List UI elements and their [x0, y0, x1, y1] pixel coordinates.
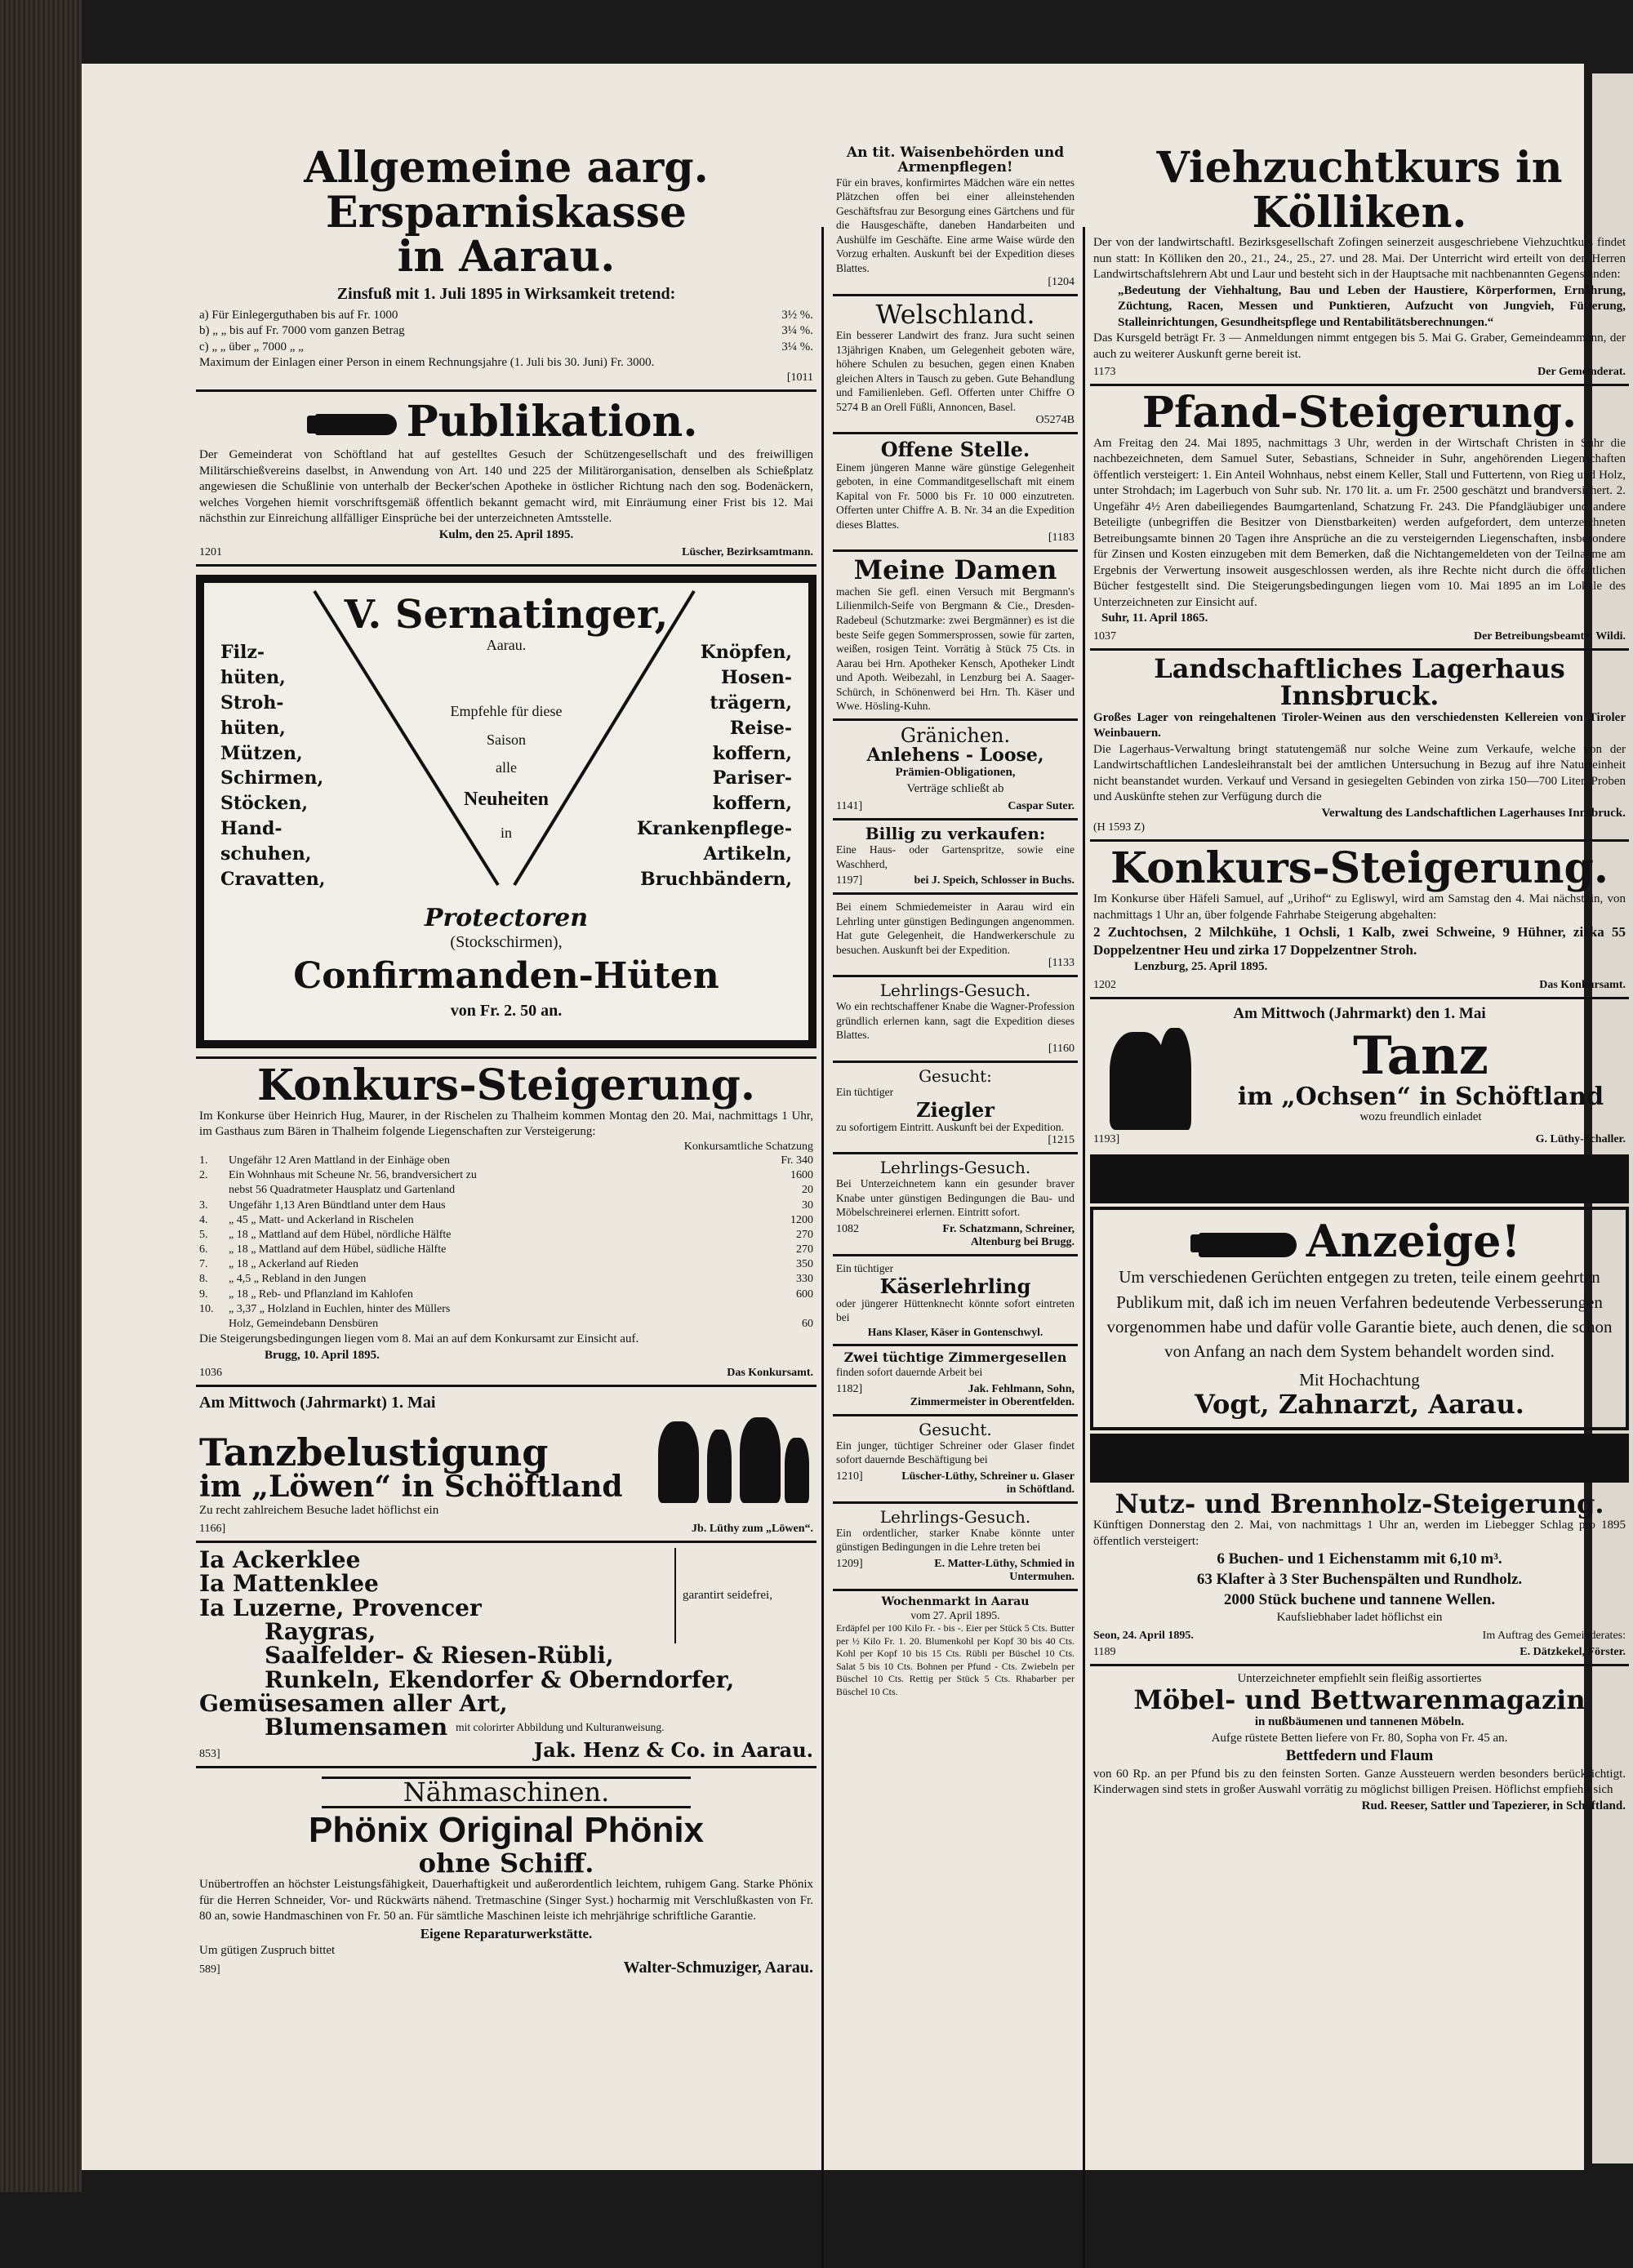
list-item: koffern, [712, 793, 792, 815]
ad-title: Konkurs-Steigerung. [1110, 843, 1609, 894]
row-text: Ein Wohnhaus mit Scheune Nr. 56, brandversichert zu [229, 1169, 477, 1182]
ad-number: [1183 [1048, 531, 1075, 545]
column-1 [196, 141, 816, 1982]
ad-greeting: Mit Hochachtung [1299, 1369, 1420, 1390]
newspaper-page [82, 64, 1626, 2170]
row-value: 600 [796, 1287, 813, 1301]
seed-line: Raygras, [265, 1617, 376, 1645]
ad-signature: Fr. Schatzmann, Schreiner, Altenburg bei Brugg. [942, 1222, 1075, 1248]
ad-title: Gesucht. [919, 1419, 992, 1439]
ad-subtitle: im „Ochsen“ in Schöftland [1237, 1082, 1604, 1111]
ad-title: Pfand-Steigerung. [1141, 388, 1577, 438]
ad-date: Kulm, den 25. April 1895. [438, 527, 574, 541]
ornament-band [1090, 1154, 1629, 1203]
ad-number: 1189 [1093, 1645, 1116, 1658]
ad-title: V. Sernatinger, [344, 592, 669, 638]
row-text: „ 3,37 „ Holzland in Euchlen, hinter des Müllers [229, 1302, 451, 1315]
ad-line: Verträge schließt ab [906, 781, 1004, 795]
lehrling-wagner-ad [833, 977, 1078, 1063]
property-row [199, 1198, 813, 1213]
ad-signature: Lüscher-Lüthy, Schreiner u. Glaser in Schöftland. [901, 1470, 1075, 1496]
ad-text: Um gütigen Zuspruch bittet [199, 1943, 336, 1957]
row-number: 6. [199, 1243, 208, 1256]
ad-signature: Jak. Fehlmann, Sohn, Zimmermeister in Oberentfelden. [910, 1382, 1075, 1408]
property-row [199, 1228, 813, 1243]
ad-text: Das Kursgeld beträgt Fr. 3 — Anmeldungen nimmt entgegen bis 5. Mai G. Graber, Gemeindeammann, der auch zu weiterer Auskunft gerne bereit ist. [1093, 331, 1626, 361]
row-value: 20 [802, 1184, 813, 1197]
ad-text: Am Freitag den 24. Mai 1895, nachmittags 3 Uhr, werden in der Wirtschaft Christen in Suhr die nachbezeichneten, dem Samuel Suter, Sebastians, Schneider in Suhr, angehörenden Liegenschaften öffentlich versteigert: 1. Ein Anteil Wohnhaus, nebst einem Keller, Stall und Futtertenn, von Rieg und Holz, unter Strohdach; im Lagerbuch von Suhr sub. Nr. 170 lit. a. um Fr. 2500 geschätzt und brandversichert. 2. Ungefähr 4½ Aren dabeiliegendes Baumgartenland, Schatzung Fr. 243. Die Pfandgläubiger und andere Beteiligte (unbegriffen die Besitzer von Dienstbarkeiten) werden aufgefordert, dem unterzeichneten Betreibungsamte binnen 20 Tagen ihre Ansprüche an die zu versteigernden Liegenschaften, insbesondere für Zinsen und Kosten einzugeben mit dem Bemerken, daß die Nichtangemeldeten von der Teilnahme am Ergebnis der Verwertung insoweit ausgeschlossen werden, als ihre Rechte nicht durch die öffentlichen Bücher festgestellt sind. Die Steigerungsbedingungen liegen vom 10. Mai 1895 an im Lokale des Unterzeichneten zur Einsicht auf. [1093, 436, 1626, 609]
ad-text: Wo ein rechtschaffener Knabe die Wagner-Profession gründlich erlernen kann, sagt die Expedition dieses Blattes. [836, 1000, 1075, 1042]
row-text: nebst 56 Quadratmeter Hausplatz und Gartenland [229, 1184, 456, 1197]
rate-value: 3½ %. [781, 308, 813, 322]
ad-number: 853] [199, 1747, 220, 1760]
list-item: Knöpfen, [700, 642, 792, 664]
ad-title: Konkurs-Steigerung. [257, 1061, 755, 1111]
phoenix-label: Phönix Original Phönix [308, 1810, 705, 1851]
ad-title: Nähmaschinen. [322, 1777, 691, 1809]
ad-signature: E. Matter-Lüthy, Schmied in Untermuhen. [934, 1557, 1075, 1583]
holzsteigerung-ad [1090, 1486, 1629, 1666]
bottom-block [204, 905, 808, 1021]
property-row [199, 1154, 813, 1168]
ad-number: [1160 [1048, 1043, 1075, 1056]
row-number: 8. [199, 1273, 208, 1286]
publikation-ad [196, 392, 816, 567]
ad-text: wozu freundlich einladet [1359, 1110, 1482, 1124]
list-item: hüten, [220, 667, 286, 689]
konkurs-haefeli-ad [1090, 842, 1629, 998]
book-binding [0, 0, 82, 2192]
property-row [199, 1302, 813, 1317]
protectoren-sub: (Stockschirmen), [450, 932, 563, 951]
ad-top: Am Mittwoch (Jahrmarkt) den 1. Mai [1233, 1004, 1486, 1022]
ad-subtitle: im „Löwen“ in Schöftland [199, 1470, 623, 1505]
ad-signature: Der Betreibungsbeamte: Wildi. [1473, 629, 1626, 643]
property-row [199, 1183, 813, 1198]
center-line: in [500, 824, 512, 841]
list-item: Mützen, [220, 742, 303, 764]
row-value: 30 [802, 1198, 813, 1212]
ad-text: Die Steigerungsbedingungen liegen vom 8. Mai an auf dem Konkursamt zur Einsicht auf. [199, 1332, 639, 1346]
ad-number: (H 1593 Z) [1093, 821, 1145, 834]
rate-value: 3¼ %. [781, 340, 813, 354]
ad-signature: E. Dätzkekel, Förster. [1520, 1645, 1626, 1658]
ad-text: Aufge rüstete Betten liefere von Fr. 80, Sopha von Fr. 45 an. [1211, 1731, 1508, 1745]
list-item: Schirmen, [220, 767, 324, 789]
pfand-steigerung-ad [1090, 386, 1629, 651]
ad-top: Am Mittwoch (Jahrmarkt) 1. Mai [199, 1394, 436, 1412]
row-text: „ 18 „ Reb- und Pflanzland im Kahlofen [229, 1287, 413, 1301]
ad-text: Ein junger, tüchtiger Schreiner oder Glaser findet sofort dauernde Beschäftigung bei [836, 1439, 1075, 1466]
ad-text: Der Gemeinderat von Schöftland hat auf gestelltes Gesuch der Schützengesellschaft und des freiwilligen Militärschießvereins daselbst, in Anwendung von Art. 140 und 225 der Militärorganisation, denselben als Schießplatz angewiesen die Schußlinie von unterhalb der Becker'schen Apotheke in östlicher Richtung nach den sog. Bodenäckern, welches Vorgehen hiemit vorschriftsgemäß öffentlich bekannt gemacht wird, mit Einräumung einer Frist bis 12. Mai nächsthin zur Einreichung allfälliger Einsprüche bei der unterzeichneten Amtsstelle. [199, 448, 813, 526]
ad-number: [1011 [786, 371, 813, 384]
ad-number: 1037 [1093, 629, 1116, 643]
rate-row: b) „ „ bis auf Fr. 7000 vom ganzen Betrag [199, 324, 405, 338]
ad-title: An tit. Waisenbehörden und Armenpflegen! [846, 145, 1065, 176]
row-text: „ 18 „ Mattland auf dem Hübel, nördliche Hälfte [229, 1228, 452, 1241]
list-item: koffern, [712, 742, 792, 764]
ad-subtitle: vom 27. April 1895. [910, 1608, 1000, 1621]
ad-signature: Jb. Lüthy zum „Löwen“. [692, 1522, 813, 1535]
seed-line: Ia Ackerklee [199, 1545, 361, 1573]
ad-title: Landschaftliches Lagerhaus Innsbruck. [1154, 652, 1565, 712]
list-item: Hand- [220, 817, 283, 839]
ad-title: Publikation. [406, 396, 698, 447]
ad-title: Tanzbelustigung [199, 1430, 549, 1475]
lagerhaus-ad [1090, 651, 1629, 843]
center-block [204, 697, 808, 846]
ad-text: Bei Unterzeichnetem kann ein gesunder braver Knabe unter günstigen Bedingungen die Bau- und Möbelschreinerei erlernen. Eintritt sofort. [836, 1177, 1075, 1219]
ad-text: oder jüngerer Hüttenknecht könnte sofort eintreten bei [836, 1296, 1075, 1324]
ad-title: Wochenmarkt in Aarau [881, 1594, 1030, 1608]
ad-signature: Das Konkursamt. [1539, 978, 1626, 991]
row-value: 350 [796, 1258, 813, 1271]
protectoren-label: Protectoren [424, 904, 589, 933]
property-row [199, 1257, 813, 1272]
ad-text: Künftigen Donnerstag den 2. Mai, von nachmittags 1 Uhr an, werden im Liebegger Schlag pro 1895 öffentlich versteigert: [1093, 1519, 1626, 1548]
column-rule-2 [1083, 227, 1085, 2268]
ornament-band [1090, 1434, 1629, 1483]
kaeserlehrling-ad [833, 1256, 1078, 1346]
ad-date: Brugg, 10. April 1895. [265, 1348, 380, 1362]
list-item: Bruchbändern, [640, 868, 792, 890]
ad-number: 1209] [836, 1557, 863, 1570]
property-row [199, 1317, 813, 1332]
wochenmarkt-ad [833, 1591, 1078, 1704]
row-value: 270 [796, 1228, 813, 1241]
pointing-hand-icon [1199, 1233, 1297, 1257]
ad-lead: Zinsfuß mit 1. Juli 1895 in Wirksamkeit tretend: [336, 284, 676, 303]
ad-title: Lehrlings-Gesuch. [879, 981, 1031, 1001]
property-row [199, 1243, 813, 1257]
ad-text: Für ein braves, konfirmirtes Mädchen wäre ein nettes Plätzchen offen bei einer alleinstehenden Geschäftsfrau zur Besorgung eines Gärtchens und für die Hausgeschäfte, daneben Handarbeiten und Aushülfe im Geschäfte. Eine arme Waise würde den Vorzug erhalten. Auskunft bei der Expedition dieses Blattes. [836, 176, 1075, 274]
lehrling-schreiner-ad [833, 1154, 1078, 1256]
seed-line: Blumensamen [265, 1714, 448, 1741]
ziegler-ad [833, 1063, 1078, 1154]
rate-row: a) Für Einlegerguthaben bis auf Fr. 1000 [199, 308, 398, 322]
row-value: 1200 [790, 1213, 813, 1226]
ad-text: Einem jüngeren Manne wäre günstige Gelegenheit geboten, in eine Commanditgesellschaft mit einem Kapital von Fr. 5000 bis Fr. 10 000 einzutreten. Offerten unter Chiffre A. B. Nr. 34 an die Expedition dieses Blattes. [836, 460, 1075, 531]
ad-title: Offene Stelle. [880, 438, 1030, 462]
ad-number: 1173 [1093, 366, 1116, 379]
schmied-ad [833, 895, 1078, 977]
row-text: „ 4,5 „ Rebland in den Jungen [229, 1273, 367, 1286]
column-rule-1 [821, 227, 824, 2268]
ad-text: Erdäpfel per 100 Kilo Fr. - bis -. Eier per Stück 5 Cts. Butter per ½ Kilo Fr. 1. 20. Blumenkohl per Kopf 30 bis 40 Cts. Kohl per Kopf 10 bis 15 Cts. Rübli per Büschel 10 Cts. Salat 5 bis 10 Cts. Bohnen per Pfund - Cts. Zwiebeln per Büschel 10 Cts. Rettig per Stück 5 Cts. Rhabarber per Büschel 10 Cts. [836, 1622, 1075, 1698]
graenichen-ad [833, 721, 1078, 820]
ad-date: Lenzburg, 25. April 1895. [1134, 960, 1268, 974]
ad-pre: Unterzeichneter empfiehlt sein fleißig assortiertes [1237, 1671, 1482, 1685]
ad-place: Aarau. [486, 636, 527, 653]
seed-line: Runkeln, Ekendorfer & Oberndorfer, [265, 1665, 735, 1693]
pointing-hand-icon [315, 414, 397, 435]
ad-text: Ein besserer Landwirt des franz. Jura sucht seinen 13jährigen Knaben, um Gelegenheit geboten wäre, höhere Schulen zu besuchen, gegen einen Knaben gleichen Alters in Tausch zu geben. Gute Behandlung und Familienleben. Gefl. Offerten unter Chiffre O 5274 B an Orell Füßli, Annoncen, Basel. [836, 329, 1075, 413]
ad-line: Ein tüchtiger [836, 1086, 894, 1099]
ad-line: 6 Buchen- und 1 Eichenstamm mit 6,10 m³. [1217, 1550, 1502, 1568]
ad-bold: Bettfedern und Flaum [1285, 1747, 1434, 1765]
ad-title: Zwei tüchtige Zimmergesellen [843, 1350, 1067, 1366]
ad-signature: Walter-Schmuziger, Aarau. [623, 1959, 813, 1977]
row-text: Ungefähr 12 Aren Mattland in der Einhäge oben [229, 1154, 450, 1167]
ad-signature: Caspar Suter. [1008, 800, 1075, 813]
row-number: 9. [199, 1287, 208, 1301]
konkurs-hug-ad [196, 1059, 816, 1387]
ad-title: Lehrlings-Gesuch. [879, 1158, 1031, 1178]
ad-text: Bei einem Schmiedemeister in Aarau wird ein Lehrling unter günstigen Bedingungen angenommen. Hat gute Gelegenheit, die Handwerkerschule zu besuchen. Auskunft bei der Expedition. [836, 901, 1075, 956]
ad-number: 1193] [1093, 1133, 1120, 1146]
dancing-couple-icon [1093, 1024, 1216, 1130]
ad-subtitle: ohne Schiff. [418, 1847, 594, 1879]
list-item: hüten, [220, 717, 286, 739]
row-number: 10. [199, 1302, 214, 1315]
ad-number: 1197] [836, 874, 863, 887]
ad-signature: Verwaltung des Landschaftlichen Lagerhauses Innsbruck. [1321, 806, 1626, 820]
ad-text: Ein ordentlicher, starker Knabe könnte unter günstigen Bedingungen in die Lehre treten bei [836, 1526, 1075, 1554]
ad-text: Um verschiedenen Gerüchten entgegen zu treten, teile einem geehrten Publikum mit, daß ich im neuen Verfahren bedeutende Verbesserungen vorgenommen habe und dafür volle Garantie biete, auch denen, die schon von Anfang an nach dem System behandelt worden sind. [1106, 1267, 1613, 1362]
saemereien-ad [196, 1543, 816, 1768]
ad-title: Käserlehrling [879, 1274, 1031, 1298]
list-item: Stöcken, [220, 793, 309, 815]
tanzbelustigung-ad [196, 1387, 816, 1543]
ad-auftrag: Im Auftrag des Gemeinderates: [1482, 1629, 1626, 1642]
tanz-ochsen-ad [1090, 999, 1629, 1152]
ad-number: 1082 [836, 1222, 859, 1235]
row-number: 5. [199, 1228, 208, 1241]
ad-text: finden sofort dauernde Arbeit bei [836, 1366, 983, 1379]
dancers-icon [650, 1413, 813, 1503]
ersparniskasse-ad [196, 141, 816, 392]
row-number: 2. [199, 1169, 208, 1182]
property-row [199, 1213, 813, 1228]
center-line: Empfehle für diese [450, 703, 563, 720]
ad-number: 1166] [199, 1522, 226, 1535]
ad-signature: Jak. Henz & Co. in Aarau. [533, 1737, 813, 1762]
column-2 [833, 141, 1078, 1704]
ad-number: 1201 [199, 546, 222, 559]
list-item: Krankenpflege- [636, 817, 792, 839]
ad-text: Im Konkurse über Heinrich Hug, Maurer, in der Rischelen zu Thalheim kommen Montag den 20. Mai, nachmittags 1 Uhr, im Gasthaus zum Bären in Thalheim folgende Liegenschaften zur Versteigerung: [199, 1109, 813, 1139]
ad-title: Welschland. [875, 298, 1035, 330]
ad-date: Seon, 24. April 1895. [1093, 1629, 1194, 1642]
meine-damen-ad [833, 552, 1078, 721]
row-number: 3. [199, 1198, 208, 1212]
ad-text: Der von der landwirtschaftl. Bezirksgesellschaft Zofingen seinerzeit ausgeschriebene Viehzuchtkurs findet nun statt: In Kölliken den 20., 21., 24., 25., 27. und 28. Mai. Der Unterricht wird erteilt von den Herren Landwirtschaftslehrern Abt und Laur und besteht sich in der Hauptsache mit nachbenannten Gegenständen: [1093, 236, 1626, 282]
welschland-ad [833, 296, 1078, 435]
ad-signature: Das Konkursamt. [727, 1367, 813, 1380]
sernatinger-ad [196, 567, 816, 1059]
center-line: Neuheiten [464, 788, 549, 810]
ad-signature: G. Lüthy-Schaller. [1535, 1133, 1626, 1146]
row-value: Fr. 340 [781, 1154, 813, 1167]
ad-repair: Eigene Reparaturwerkstätte. [420, 1925, 593, 1941]
row-value: 270 [796, 1243, 813, 1256]
billig-ad [833, 820, 1078, 895]
moebelmagazin-ad [1090, 1666, 1629, 1819]
ad-signature: Der Gemeinderat. [1537, 366, 1626, 379]
property-row [199, 1287, 813, 1302]
list-item: Cravatten, [220, 868, 326, 890]
ad-text: von 60 Rp. an per Pfund bis zu den feinsten Sorten. Ganze Aussteuern werden besonders berücksichtigt. Kinderwagen sind stets in großer Auswahl vorrätig zu möglichst billigen Preisen. Höflichst empfiehlt sich [1093, 1767, 1626, 1797]
ad-line: 2000 Stück buchene und tannene Wellen. [1223, 1590, 1496, 1608]
ad-line: zu sofortigem Eintritt. Auskunft bei der Expedition. [836, 1120, 1064, 1133]
row-number: 1. [199, 1154, 208, 1167]
zimmergesellen-ad [833, 1346, 1078, 1416]
naehmaschinen-ad [196, 1768, 816, 1982]
ad-number: [1204 [1048, 275, 1075, 288]
anzeige-vogt-ad [1090, 1207, 1629, 1430]
row-number [199, 1317, 222, 1332]
ad-text: machen Sie gefl. einen Versuch mit Bergmann's Lilienmilch-Seife von Bergmann & Cie., Dresden-Radebeul (Schutzmarke: zwei Bergmänner) es ist die beste Seife gegen Sommersprossen, sowie für zarten, weißen, rosigen Teint. Vorrätig à Stück 75 Cts. in Aarau bei Hrn. Apotheker Kensch, Apotheker Lindt und Apoth. Weibezahl, in Lenzburg bei A. Saager-Schürch, in Schönenwerd bei Hrn. Th. Käser und Wwe. Hösling-Kuhn. [836, 585, 1075, 713]
ad-title: Billig zu verkaufen: [865, 824, 1046, 844]
seed-note: garantirt seidefrei, [674, 1548, 813, 1644]
ad-date: Suhr, 11. April 1865. [1101, 611, 1208, 625]
ad-number: [1215 [1048, 1134, 1075, 1147]
row-value: 330 [796, 1273, 813, 1286]
ad-title: Allgemeine aarg. Ersparniskasse [304, 143, 709, 238]
list-item: schuhen, [220, 843, 312, 865]
row-text: „ 18 „ Mattland auf dem Hübel, südliche Hälfte [229, 1243, 447, 1256]
ad-text: Maximum der Einlagen einer Person in einem Rechnungsjahre (1. Juli bis 30. Juni) Fr. 3000. [199, 356, 655, 370]
ad-number: [1133 [1048, 957, 1075, 970]
ad-title: Anzeige! [1306, 1215, 1521, 1268]
ad-number: 1210] [836, 1470, 863, 1483]
center-line: alle [496, 758, 517, 776]
ad-title: Möbel- und Bettwarenmagazin [1133, 1684, 1586, 1716]
row-text: „ 45 „ Matt- und Ackerland in Rischelen [229, 1213, 414, 1226]
ad-line: Prämien-Obligationen, [895, 766, 1016, 780]
ad-signature: Vogt, Zahnarzt, Aarau. [1195, 1389, 1524, 1421]
ad-subtitle: in nußbäumenen und tannenen Möbeln. [1254, 1715, 1465, 1729]
column-3 [1090, 141, 1629, 1819]
rate-value: 3¼ %. [781, 324, 813, 338]
row-number: 4. [199, 1213, 208, 1226]
ad-title: Tanz [1353, 1025, 1488, 1087]
list-item: Artikeln, [703, 843, 792, 865]
ad-number: 589] [199, 1963, 220, 1977]
row-number: 7. [199, 1258, 208, 1271]
ad-items: 2 Zuchtochsen, 2 Milchkühe, 1 Ochsli, 1 Kalb, zwei Schweine, 9 Hühner, zirka 55 Doppelzentner Heu und zirka 17 Doppelzentner Stroh. [1093, 924, 1626, 958]
rate-row: c) „ „ über „ 7000 „ „ [199, 340, 304, 354]
ad-title: Lehrlings-Gesuch. [879, 1506, 1031, 1527]
list-item: Stroh- [220, 692, 284, 714]
row-value: 60 [802, 1318, 813, 1331]
seed-note: mit colorirter Abbildung und Kulturanweisung. [456, 1721, 665, 1734]
seed-line: Ia Luzerne, Provencer [199, 1594, 482, 1621]
ad-number: 1182] [836, 1382, 863, 1395]
ad-line: Anlehens - Loose, [866, 745, 1044, 767]
confirmanden-label: Confirmanden-Hüten [293, 954, 719, 997]
price-label: von Fr. 2. 50 an. [450, 1002, 563, 1021]
gesucht-schreiner-ad [833, 1416, 1078, 1504]
ad-text: Im Konkurse über Häfeli Samuel, auf „Urihof“ zu Egliswyl, wird am Samstag den 4. Mai nächsthin, von nachmittags 1 Uhr an, über folgende Fahrhabe Steigerung abgehalten: [1093, 892, 1626, 922]
ad-number: 1202 [1093, 978, 1116, 991]
seed-line: Ia Mattenklee [199, 1570, 379, 1598]
row-number [199, 1183, 222, 1198]
ad-line: Ein tüchtiger [836, 1261, 894, 1274]
ad-line: Ziegler [916, 1097, 994, 1122]
ad-text: Unübertroffen an höchster Leistungsfähigkeit, Dauerhaftigkeit und außerordentlich leichtem, ruhigem Gang. Starke Phönix für die Herren Schneider, Vor- und Rückwärts nähend. Tretmaschine (Singer Syst.) hocharmig mit Verschlußkasten von Fr. 80 an, sowie Handmaschinen von Fr. 50 an. Für sämtliche Maschinen leiste ich mehrjährige schriftliche Garantie. [199, 1878, 813, 1923]
seed-line: Saalfelder- & Riesen-Rübli, [265, 1642, 614, 1670]
ad-number: 1141] [836, 800, 863, 813]
row-value: 1600 [790, 1169, 813, 1182]
list-item: Hosen- [721, 667, 792, 689]
ad-line: Kaufsliebhaber ladet höflichst ein [1276, 1611, 1443, 1625]
ad-subtitle: in Aarau. [397, 232, 616, 282]
ad-title: Gesucht: [919, 1066, 992, 1087]
ad-title: Nutz- und Brennholz-Steigerung. [1115, 1488, 1604, 1519]
row-text: „ 18 „ Ackerland auf Rieden [229, 1258, 358, 1271]
ad-signature: Hans Klaser, Käser in Gontenschwyl. [867, 1325, 1043, 1338]
offene-stelle-ad [833, 434, 1078, 552]
property-row [199, 1272, 813, 1287]
center-line: Saison [486, 731, 526, 748]
column-header: Konkursamtliche Schatzung [683, 1140, 813, 1153]
ad-subtitle: Großes Lager von reingehaltenen Tiroler-Weinen aus den verschiedensten Kellereien von Tiroler Weinbauern. [1093, 710, 1626, 740]
ad-text: Eine Haus- oder Gartenspritze, sowie eine Waschherd, [836, 843, 1075, 870]
lehrling-schmied-ad [833, 1504, 1078, 1591]
list-item: trägern, [710, 692, 792, 714]
ad-title: Viehzuchtkurs in Kölliken. [1156, 143, 1563, 238]
ad-line: 63 Klafter à 3 Ster Buchenspälten und Rundholz. [1196, 1571, 1523, 1589]
sernatinger-box [196, 575, 816, 1048]
ad-title: Meine Damen [853, 554, 1057, 586]
row-text: Ungefähr 1,13 Aren Bündtland unter dem Haus [229, 1198, 446, 1212]
list-item: Filz- [220, 642, 265, 664]
list-item: Pariser- [712, 767, 792, 789]
ad-quote: „Bedeutung der Viehhaltung, Bau und Leben der Haustiere, Körperformen, Ernährung, Züchtung, Racen, Messen und Punktieren, Aufzucht von Jungvieh, Fütterung, Stalleinrichtungen, Gesundheitspflege und Rentabilitätsberechnungen.“ [1118, 283, 1626, 329]
list-item: Reise- [729, 717, 792, 739]
property-list [199, 1154, 813, 1332]
property-row [199, 1168, 813, 1183]
ad-title: Gränichen. [900, 723, 1011, 747]
waisenbehoerden-ad [833, 141, 1078, 296]
viehzuchtkurs-ad [1090, 141, 1629, 386]
ad-signature: Rud. Reeser, Sattler und Tapezierer, in Schöftland. [1361, 1799, 1626, 1812]
ad-text: Zu recht zahlreichem Besuche ladet höflichst ein [199, 1504, 439, 1518]
ad-number: O5274B [1035, 414, 1075, 427]
ad-signature: Lüscher, Bezirksamtmann. [682, 546, 813, 559]
row-text: Holz, Gemeindebann Densbüren [229, 1318, 379, 1331]
ad-text: Die Lagerhaus-Verwaltung bringt statutengemäß nur solche Weine zum Verkaufe, welche von der Landwirtschaftlichen Landesleihranstalt bei der amtlichen Untersuchung in Bezug auf ihre Naturreinheit nicht beanstandet wurden. Verkauf und Versand in gesiegelten Gebinden von zirka 150—700 Liter. Proben und Auskünfte stehen zur Verfügung durch die [1093, 742, 1626, 804]
ad-signature: bei J. Speich, Schlosser in Buchs. [914, 874, 1075, 887]
ad-number: 1036 [199, 1367, 222, 1380]
seed-line: Gemüsesamen aller Art, [199, 1690, 508, 1718]
